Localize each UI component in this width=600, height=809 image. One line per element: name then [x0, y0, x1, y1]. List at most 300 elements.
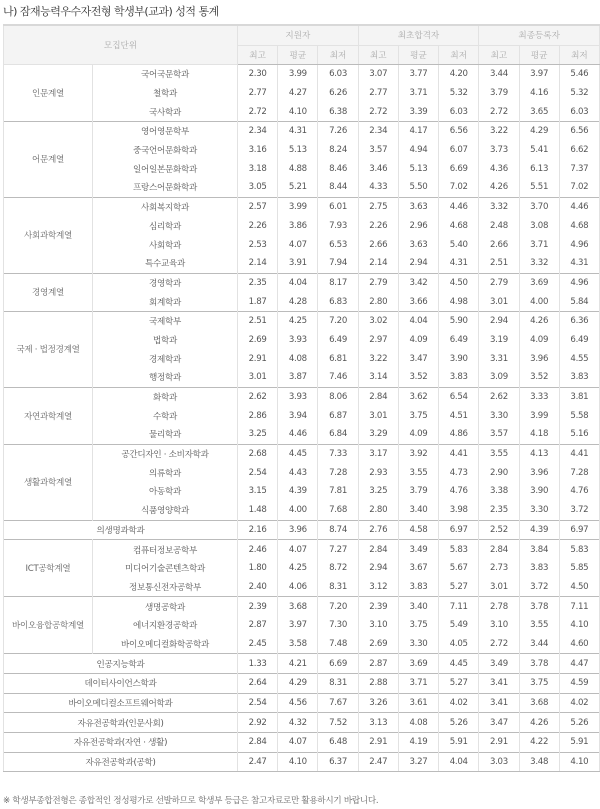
score-cell: 3.42: [398, 273, 438, 292]
score-cell: 3.63: [398, 197, 438, 216]
score-cell: 8.46: [318, 159, 358, 178]
score-cell: 3.07: [358, 65, 398, 84]
score-cell: 3.39: [398, 102, 438, 121]
score-cell: 3.67: [398, 559, 438, 578]
score-cell: 3.44: [479, 65, 519, 84]
table-row: [4, 102, 600, 121]
score-cell: 4.68: [439, 217, 479, 236]
table-row: [4, 122, 600, 141]
score-cell: 3.15: [238, 482, 278, 501]
table-row: [4, 616, 600, 635]
score-cell: 4.36: [479, 159, 519, 178]
department-name: 국어국문학과: [93, 65, 238, 84]
field-group-name: 인문계열: [4, 65, 93, 122]
score-cell: 3.97: [278, 616, 318, 635]
score-cell: 3.62: [398, 387, 438, 406]
score-cell: 4.00: [519, 292, 559, 311]
score-cell: 5.13: [278, 141, 318, 160]
table-row: [4, 141, 600, 160]
table-row: [4, 406, 600, 425]
score-cell: 4.31: [278, 122, 318, 141]
score-cell: 3.30: [398, 635, 438, 654]
score-cell: 4.86: [439, 425, 479, 444]
score-cell: 3.84: [519, 540, 559, 559]
table-row: [4, 674, 600, 694]
header-max: 최고: [479, 45, 519, 65]
score-cell: 4.25: [278, 311, 318, 330]
score-cell: 3.49: [479, 654, 519, 674]
score-cell: 7.37: [559, 159, 599, 178]
score-cell: 8.17: [318, 273, 358, 292]
score-cell: 3.57: [479, 425, 519, 444]
header-final-enrolled: 최종등록자: [479, 25, 600, 45]
score-cell: 4.26: [519, 713, 559, 733]
score-cell: 4.19: [398, 733, 438, 753]
field-group-name: 국제 · 법정경계열: [4, 311, 93, 387]
table-row: [4, 84, 600, 103]
score-cell: 2.54: [238, 463, 278, 482]
score-cell: 3.72: [559, 501, 599, 520]
score-cell: 3.10: [479, 616, 519, 635]
score-cell: 3.13: [358, 713, 398, 733]
department-name: 사회학과: [93, 235, 238, 254]
score-cell: 3.27: [398, 752, 438, 772]
score-cell: 6.36: [559, 311, 599, 330]
score-cell: 5.49: [439, 616, 479, 635]
table-row: [4, 463, 600, 482]
score-cell: 5.26: [439, 713, 479, 733]
department-name: 심리학과: [93, 217, 238, 236]
score-cell: 3.16: [238, 141, 278, 160]
field-group-name: 생활과학계열: [4, 444, 93, 520]
score-cell: 6.37: [318, 752, 358, 772]
score-cell: 3.01: [358, 406, 398, 425]
score-cell: 4.33: [358, 178, 398, 197]
department-name: 특수교육과: [93, 254, 238, 273]
score-cell: 2.35: [238, 273, 278, 292]
score-cell: 4.88: [278, 159, 318, 178]
table-row: [4, 235, 600, 254]
score-cell: 7.30: [318, 616, 358, 635]
table-row: [4, 254, 600, 273]
score-cell: 4.16: [519, 84, 559, 103]
score-cell: 1.48: [238, 501, 278, 520]
header-min: 최저: [318, 45, 358, 65]
score-cell: 4.41: [559, 444, 599, 463]
score-cell: 2.90: [479, 463, 519, 482]
table-row: [4, 387, 600, 406]
score-cell: 4.94: [398, 141, 438, 160]
field-group-name: ICT공학계열: [4, 540, 93, 597]
department-name: 공간디자인 · 소비자학과: [93, 444, 238, 463]
score-cell: 8.31: [318, 674, 358, 694]
score-cell: 4.25: [278, 559, 318, 578]
score-cell: 7.93: [318, 217, 358, 236]
score-cell: 7.67: [318, 693, 358, 713]
score-cell: 3.18: [238, 159, 278, 178]
score-cell: 3.77: [398, 65, 438, 84]
score-cell: 3.94: [278, 406, 318, 425]
table-row: [4, 425, 600, 444]
score-cell: 3.22: [479, 122, 519, 141]
score-cell: 5.91: [439, 733, 479, 753]
table-row: [4, 578, 600, 597]
header-min: 최저: [559, 45, 599, 65]
score-cell: 3.87: [278, 368, 318, 387]
score-cell: 2.72: [358, 102, 398, 121]
department-name: 컴퓨터정보공학부: [93, 540, 238, 559]
score-cell: 3.46: [358, 159, 398, 178]
department-name: 바이오메디컬화학공학과: [93, 635, 238, 654]
score-cell: 3.01: [479, 292, 519, 311]
table-row: [4, 597, 600, 616]
score-cell: 4.76: [439, 482, 479, 501]
score-cell: 4.73: [439, 463, 479, 482]
department-name: 데이터사이언스학과: [4, 674, 238, 694]
score-cell: 3.86: [278, 217, 318, 236]
header-unit: 모집단위: [4, 25, 238, 65]
score-cell: 3.29: [358, 425, 398, 444]
score-cell: 2.96: [398, 217, 438, 236]
score-cell: 4.27: [278, 84, 318, 103]
score-cell: 6.03: [439, 102, 479, 121]
score-cell: 3.70: [519, 197, 559, 216]
field-group-name: 경영계열: [4, 273, 93, 311]
score-cell: 5.21: [278, 178, 318, 197]
department-name: 생명공학과: [93, 597, 238, 616]
score-cell: 2.72: [238, 102, 278, 121]
score-cell: 2.77: [238, 84, 278, 103]
score-cell: 3.69: [519, 273, 559, 292]
score-cell: 4.08: [278, 349, 318, 368]
score-cell: 8.24: [318, 141, 358, 160]
score-cell: 3.41: [479, 674, 519, 694]
footnote: ※ 학생부종합전형은 종합적인 정성평가로 선발하므로 학생부 등급은 참고자료로만 활용하시기 바랍니다.: [3, 796, 379, 806]
score-cell: 3.93: [278, 331, 318, 350]
header-initial-admits: 최초합격자: [358, 25, 479, 45]
table-row: [4, 733, 600, 753]
score-cell: 3.75: [398, 616, 438, 635]
score-cell: 3.40: [398, 597, 438, 616]
score-cell: 3.96: [519, 463, 559, 482]
table-row: [4, 217, 600, 236]
score-cell: 2.91: [479, 733, 519, 753]
score-cell: 4.10: [559, 616, 599, 635]
score-cell: 3.57: [358, 141, 398, 160]
score-cell: 4.22: [519, 733, 559, 753]
score-statistics-table: [3, 24, 600, 772]
score-cell: 4.04: [439, 752, 479, 772]
department-name: 프랑스어문화학과: [93, 178, 238, 197]
score-cell: 4.00: [278, 501, 318, 520]
score-cell: 2.47: [238, 752, 278, 772]
score-cell: 7.11: [439, 597, 479, 616]
score-cell: 3.17: [358, 444, 398, 463]
score-cell: 2.78: [479, 597, 519, 616]
field-group-name: 어문계열: [4, 122, 93, 198]
score-cell: 4.55: [559, 349, 599, 368]
score-cell: 6.26: [318, 84, 358, 103]
department-name: 국사학과: [93, 102, 238, 121]
score-cell: 2.94: [358, 559, 398, 578]
score-cell: 2.30: [238, 65, 278, 84]
score-cell: 2.26: [238, 217, 278, 236]
score-cell: 7.68: [318, 501, 358, 520]
score-cell: 4.09: [398, 331, 438, 350]
score-cell: 3.83: [559, 368, 599, 387]
score-cell: 2.76: [358, 520, 398, 540]
score-cell: 6.49: [318, 331, 358, 350]
score-cell: 4.05: [439, 635, 479, 654]
score-cell: 2.54: [238, 693, 278, 713]
score-cell: 2.40: [238, 578, 278, 597]
department-name: 영어영문학부: [93, 122, 238, 141]
score-cell: 4.18: [519, 425, 559, 444]
score-cell: 1.33: [238, 654, 278, 674]
score-cell: 3.90: [519, 482, 559, 501]
table-row: [4, 178, 600, 197]
score-cell: 4.10: [559, 752, 599, 772]
department-name: 의생명과학과: [4, 520, 238, 540]
score-cell: 4.26: [479, 178, 519, 197]
score-cell: 3.72: [519, 578, 559, 597]
score-cell: 2.86: [238, 406, 278, 425]
score-cell: 4.28: [278, 292, 318, 311]
score-cell: 3.69: [398, 654, 438, 674]
score-cell: 3.49: [398, 540, 438, 559]
score-cell: 5.90: [439, 311, 479, 330]
score-cell: 2.45: [238, 635, 278, 654]
score-cell: 3.75: [519, 674, 559, 694]
score-cell: 3.83: [398, 578, 438, 597]
score-cell: 1.87: [238, 292, 278, 311]
score-cell: 3.09: [479, 368, 519, 387]
table-row: [4, 292, 600, 311]
score-cell: 5.58: [559, 406, 599, 425]
score-cell: 2.77: [358, 84, 398, 103]
table-row: [4, 368, 600, 387]
score-cell: 4.96: [559, 273, 599, 292]
department-name: 사회복지학과: [93, 197, 238, 216]
score-cell: 2.66: [358, 235, 398, 254]
score-cell: 3.52: [519, 368, 559, 387]
score-cell: 2.14: [358, 254, 398, 273]
department-name: 국제학부: [93, 311, 238, 330]
score-cell: 4.10: [278, 752, 318, 772]
department-name: 자유전공학과(인문사회): [4, 713, 238, 733]
score-cell: 2.79: [358, 273, 398, 292]
department-name: 자유전공학과(공학): [4, 752, 238, 772]
table-row: [4, 520, 600, 540]
score-cell: 3.79: [479, 84, 519, 103]
header-min: 최저: [439, 45, 479, 65]
score-cell: 4.09: [519, 331, 559, 350]
score-cell: 2.80: [358, 501, 398, 520]
score-cell: 6.07: [439, 141, 479, 160]
score-cell: 2.52: [479, 520, 519, 540]
score-cell: 8.31: [318, 578, 358, 597]
score-cell: 2.84: [238, 733, 278, 753]
table-row: [4, 482, 600, 501]
score-cell: 7.11: [559, 597, 599, 616]
score-cell: 3.19: [479, 331, 519, 350]
score-cell: 3.47: [398, 349, 438, 368]
score-cell: 6.83: [318, 292, 358, 311]
score-cell: 6.84: [318, 425, 358, 444]
score-cell: 3.73: [479, 141, 519, 160]
score-cell: 7.26: [318, 122, 358, 141]
score-cell: 6.69: [318, 654, 358, 674]
department-name: 행정학과: [93, 368, 238, 387]
score-cell: 4.09: [398, 425, 438, 444]
score-cell: 4.76: [559, 482, 599, 501]
score-cell: 2.68: [238, 444, 278, 463]
table-row: [4, 713, 600, 733]
department-name: 물리학과: [93, 425, 238, 444]
score-cell: 7.48: [318, 635, 358, 654]
department-name: 아동학과: [93, 482, 238, 501]
score-cell: 4.98: [439, 292, 479, 311]
department-name: 경영학과: [93, 273, 238, 292]
score-cell: 5.41: [519, 141, 559, 160]
score-cell: 3.10: [358, 616, 398, 635]
score-cell: 4.46: [559, 197, 599, 216]
score-cell: 5.85: [559, 559, 599, 578]
table-body: [4, 65, 600, 772]
score-cell: 3.90: [439, 349, 479, 368]
score-cell: 2.14: [238, 254, 278, 273]
score-cell: 3.03: [479, 752, 519, 772]
score-cell: 2.39: [238, 597, 278, 616]
score-cell: 5.83: [439, 540, 479, 559]
score-cell: 8.44: [318, 178, 358, 197]
score-cell: 4.46: [439, 197, 479, 216]
score-cell: 4.10: [278, 102, 318, 121]
score-cell: 6.49: [559, 331, 599, 350]
table-row: [4, 349, 600, 368]
score-cell: 4.32: [278, 713, 318, 733]
score-cell: 7.52: [318, 713, 358, 733]
department-name: 화학과: [93, 387, 238, 406]
score-cell: 7.20: [318, 597, 358, 616]
score-cell: 5.16: [559, 425, 599, 444]
score-cell: 7.94: [318, 254, 358, 273]
score-cell: 6.03: [318, 65, 358, 84]
score-cell: 3.98: [439, 501, 479, 520]
score-cell: 5.51: [519, 178, 559, 197]
score-cell: 3.30: [519, 501, 559, 520]
score-cell: 4.43: [278, 463, 318, 482]
score-cell: 7.81: [318, 482, 358, 501]
score-cell: 2.51: [238, 311, 278, 330]
table-row: [4, 159, 600, 178]
score-cell: 3.25: [358, 482, 398, 501]
score-cell: 4.21: [278, 654, 318, 674]
score-cell: 5.32: [439, 84, 479, 103]
score-cell: 4.96: [559, 235, 599, 254]
department-name: 에너지환경공학과: [93, 616, 238, 635]
score-cell: 6.56: [559, 122, 599, 141]
score-cell: 3.81: [559, 387, 599, 406]
score-cell: 3.96: [519, 349, 559, 368]
score-cell: 3.01: [238, 368, 278, 387]
score-cell: 4.07: [278, 733, 318, 753]
header-applicants: 지원자: [238, 25, 359, 45]
score-cell: 7.27: [318, 540, 358, 559]
score-cell: 3.68: [519, 693, 559, 713]
department-name: 철학과: [93, 84, 238, 103]
score-cell: 3.40: [398, 501, 438, 520]
table-row: [4, 654, 600, 674]
score-cell: 5.13: [398, 159, 438, 178]
score-cell: 8.72: [318, 559, 358, 578]
score-cell: 2.72: [479, 635, 519, 654]
score-cell: 3.68: [278, 597, 318, 616]
score-cell: 3.99: [278, 65, 318, 84]
score-cell: 3.71: [398, 84, 438, 103]
department-name: 정보통신전자공학부: [93, 578, 238, 597]
score-cell: 3.41: [479, 693, 519, 713]
score-cell: 3.55: [398, 463, 438, 482]
score-cell: 2.93: [358, 463, 398, 482]
score-cell: 2.73: [479, 559, 519, 578]
score-cell: 2.64: [238, 674, 278, 694]
score-cell: 3.08: [519, 217, 559, 236]
score-cell: 2.57: [238, 197, 278, 216]
score-cell: 3.58: [278, 635, 318, 654]
score-cell: 4.07: [278, 235, 318, 254]
score-cell: 4.17: [398, 122, 438, 141]
score-cell: 7.28: [318, 463, 358, 482]
score-cell: 2.84: [358, 387, 398, 406]
score-cell: 2.94: [398, 254, 438, 273]
score-cell: 3.66: [398, 292, 438, 311]
score-cell: 3.92: [398, 444, 438, 463]
table-row: [4, 559, 600, 578]
table-row: [4, 635, 600, 654]
score-cell: 2.94: [479, 311, 519, 330]
score-cell: 3.48: [519, 752, 559, 772]
department-name: 법학과: [93, 331, 238, 350]
score-cell: 2.91: [358, 733, 398, 753]
score-cell: 6.87: [318, 406, 358, 425]
score-cell: 2.88: [358, 674, 398, 694]
score-cell: 3.79: [398, 482, 438, 501]
table-row: [4, 444, 600, 463]
score-cell: 7.20: [318, 311, 358, 330]
score-cell: 5.27: [439, 674, 479, 694]
score-cell: 6.01: [318, 197, 358, 216]
table-row: [4, 331, 600, 350]
score-cell: 4.58: [398, 520, 438, 540]
score-cell: 2.87: [358, 654, 398, 674]
score-cell: 3.99: [519, 406, 559, 425]
score-cell: 6.81: [318, 349, 358, 368]
score-cell: 3.75: [398, 406, 438, 425]
score-cell: 4.04: [398, 311, 438, 330]
score-cell: 4.47: [559, 654, 599, 674]
score-cell: 4.56: [278, 693, 318, 713]
score-cell: 6.38: [318, 102, 358, 121]
score-cell: 4.41: [439, 444, 479, 463]
department-name: 회계학과: [93, 292, 238, 311]
score-cell: 3.33: [519, 387, 559, 406]
score-cell: 3.97: [519, 65, 559, 84]
score-cell: 2.79: [479, 273, 519, 292]
score-cell: 3.25: [238, 425, 278, 444]
score-cell: 2.84: [479, 540, 519, 559]
score-cell: 4.59: [559, 674, 599, 694]
